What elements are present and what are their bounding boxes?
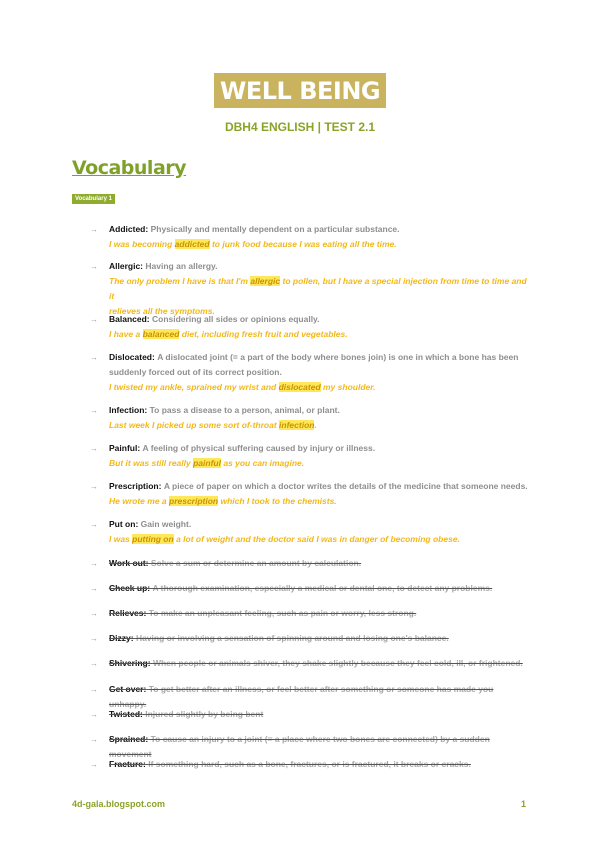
struck-vocab-entry: [90, 707, 530, 722]
definition: Physically and mentally dependent on a particular substance.: [150, 224, 400, 234]
definition: A piece of paper on which a doctor writes the details of the medicine that someone needs.: [163, 481, 528, 491]
term: Shivering:: [109, 658, 151, 668]
highlighted-word: addicted: [174, 239, 210, 249]
example: Last week I picked up some sort of-throat infection.: [109, 420, 317, 430]
term: Painful:: [109, 443, 141, 453]
definition: To cause an injury to a joint (= a place where two bones are connected) by a sudden movement: [109, 734, 490, 759]
arrow-bullet-icon: →: [90, 735, 98, 744]
term: Dizzy:: [109, 633, 134, 643]
definition: A feeling of physical suffering caused by injury or illness.: [142, 443, 376, 453]
example: I have a balanced diet, including fresh fruit and vegetables.: [109, 329, 348, 339]
struck-vocab-entry: [90, 556, 530, 571]
term: Fracture:: [109, 759, 146, 769]
document-title: WELL BEING: [214, 73, 386, 108]
definition: Having an allergy.: [145, 261, 218, 271]
arrow-bullet-icon: →: [90, 685, 98, 694]
definition: A thorough examination, especially a medical or dental one, to detect any problems.: [152, 583, 493, 593]
vocab-entry: [90, 479, 530, 509]
document-subtitle: DBH4 ENGLISH | TEST 2.1: [224, 120, 376, 134]
arrow-bullet-icon: →: [90, 584, 98, 593]
vocab-entry: [90, 222, 530, 252]
term: Allergic:: [109, 261, 144, 271]
definition: A dislocated joint (= a part of the body where bones join) is one in which a bone has been: [157, 352, 519, 362]
definition: To pass a disease to a person, animal, or plant.: [149, 405, 340, 415]
term: Twisted:: [109, 709, 143, 719]
vocab-entry: [90, 403, 530, 433]
term: Relieves:: [109, 608, 147, 618]
section-heading: Vocabulary: [72, 157, 187, 179]
example: I was becoming addicted to junk food because I was eating all the time.: [109, 239, 397, 249]
arrow-bullet-icon: →: [90, 760, 98, 769]
term: Balanced:: [109, 314, 150, 324]
vocab-entry: [90, 312, 530, 342]
definition: If something hard, such as a bone, fractures, or is fractured, it breaks or cracks.: [148, 759, 471, 769]
term: Infection:: [109, 405, 148, 415]
vocab-entry: [90, 350, 530, 395]
struck-vocab-entry: [90, 606, 530, 621]
arrow-bullet-icon: →: [90, 482, 98, 491]
struck-vocab-entry: [90, 757, 530, 772]
arrow-bullet-icon: →: [90, 634, 98, 643]
term: Get over:: [109, 684, 147, 694]
term: Work out:: [109, 558, 149, 568]
arrow-bullet-icon: →: [90, 353, 98, 362]
highlighted-word: painful: [193, 458, 221, 468]
highlighted-word: prescription: [169, 496, 219, 506]
arrow-bullet-icon: →: [90, 262, 98, 271]
term: Sprained:: [109, 734, 149, 744]
highlighted-word: infection: [279, 420, 315, 430]
struck-vocab-entry: [90, 581, 530, 596]
vocab-entry: [90, 259, 530, 319]
definition: To get better after an illness, or feel better after something or someone has made you unhappy.: [109, 684, 494, 709]
definition: To make an unpleasant feeling, such as pain or worry, less strong.: [148, 608, 417, 618]
page-number: 1: [521, 799, 527, 809]
arrow-bullet-icon: →: [90, 710, 98, 719]
highlighted-word: allergic: [250, 276, 281, 286]
term: Put on:: [109, 519, 139, 529]
definition: Solve a sum or determine an amount by calculation.: [150, 558, 362, 568]
arrow-bullet-icon: →: [90, 520, 98, 529]
arrow-bullet-icon: →: [90, 444, 98, 453]
vocab-entry: [90, 517, 530, 547]
definition: Injured slightly by being bent: [145, 709, 264, 719]
highlighted-word: balanced: [142, 329, 180, 339]
footer-link[interactable]: 4d-gala.blogspot.com: [72, 799, 166, 809]
definition: Having or involving a sensation of spinning around and losing one's balance.: [135, 633, 449, 643]
definition-continued: suddenly forced out of its correct position.: [109, 367, 282, 377]
definition: When people or animals shiver, they shake slightly because they feel cold, ill, or frightened.: [152, 658, 523, 668]
vocabulary-tag: Vocabulary 1: [72, 194, 115, 204]
example-continued: relieves all the symptoms.: [109, 306, 215, 316]
example: I was putting on a lot of weight and the doctor said I was in danger of becoming obese.: [109, 534, 460, 544]
example: I twisted my ankle, sprained my wrist and dislocated my shoulder.: [109, 382, 376, 392]
definition: Considering all sides or opinions equally.: [152, 314, 320, 324]
arrow-bullet-icon: →: [90, 406, 98, 415]
example: He wrote me a prescription which I took to the chemists.: [109, 496, 337, 506]
arrow-bullet-icon: →: [90, 315, 98, 324]
term: Addicted:: [109, 224, 149, 234]
vocab-entry: [90, 441, 530, 471]
example: The only problem I have is that I'm allergic to pollen, but I have a special injection from time to time and it: [109, 276, 527, 301]
highlighted-word: putting on: [132, 534, 174, 544]
term: Dislocated:: [109, 352, 155, 362]
example: But it was still really painful as you can imagine.: [109, 458, 305, 468]
arrow-bullet-icon: →: [90, 225, 98, 234]
term: Prescription:: [109, 481, 162, 491]
arrow-bullet-icon: →: [90, 659, 98, 668]
term: Check up:: [109, 583, 151, 593]
arrow-bullet-icon: →: [90, 609, 98, 618]
struck-vocab-entry: [90, 631, 530, 646]
highlighted-word: dislocated: [278, 382, 321, 392]
definition: Gain weight.: [140, 519, 192, 529]
struck-vocab-entry: [90, 656, 530, 671]
arrow-bullet-icon: →: [90, 559, 98, 568]
